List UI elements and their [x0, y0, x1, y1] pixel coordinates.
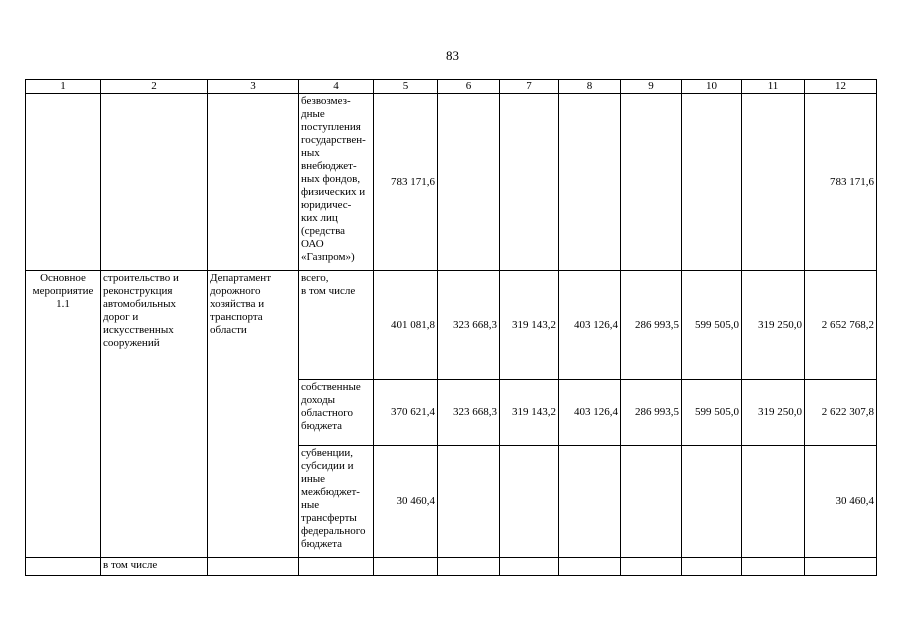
value-cell: 401 081,8 [374, 271, 438, 380]
value-cell: 783 171,6 [374, 94, 438, 271]
column-number: 5 [374, 80, 438, 94]
table-cell [208, 558, 299, 576]
measure-name-cell: строительство и реконструкция автомобильных дорог и искусственных сооружений [101, 271, 208, 558]
column-number-row [26, 80, 877, 94]
table-cell [805, 558, 877, 576]
table-cell [559, 558, 621, 576]
column-number: 11 [742, 80, 805, 94]
table-cell [500, 94, 559, 271]
table-cell [374, 558, 438, 576]
value-cell: 323 668,3 [438, 380, 500, 446]
funding-source-cell: субвенции, субсидии и иные межбюджет- ные трансферты федерального бюджета [299, 446, 374, 558]
total-value-cell: 30 460,4 [805, 446, 877, 558]
funding-source-cell: собственные доходы областного бюджета [299, 380, 374, 446]
value-cell: 319 250,0 [742, 271, 805, 380]
table-row-including [26, 558, 877, 576]
budget-table [25, 79, 877, 576]
table-cell [559, 94, 621, 271]
total-value-cell: 2 652 768,2 [805, 271, 877, 380]
table-cell [438, 446, 500, 558]
value-cell: 323 668,3 [438, 271, 500, 380]
value-cell: 599 505,0 [682, 271, 742, 380]
table-cell [101, 94, 208, 271]
column-number: 8 [559, 80, 621, 94]
table-cell [682, 446, 742, 558]
column-number: 2 [101, 80, 208, 94]
column-number: 10 [682, 80, 742, 94]
value-cell: 286 993,5 [621, 271, 682, 380]
column-number: 1 [26, 80, 101, 94]
table-row-total [26, 271, 877, 380]
value-cell: 403 126,4 [559, 380, 621, 446]
funding-source-cell: всего, в том числе [299, 271, 374, 380]
executor-cell: Департамент дорожного хозяйства и транспорта области [208, 271, 299, 558]
table-cell [438, 558, 500, 576]
table-cell [438, 94, 500, 271]
total-value-cell: 783 171,6 [805, 94, 877, 271]
table-cell [299, 558, 374, 576]
page-number: 83 [446, 48, 459, 63]
total-value-cell: 2 622 307,8 [805, 380, 877, 446]
table-cell [559, 446, 621, 558]
value-cell: 286 993,5 [621, 380, 682, 446]
value-cell: 319 250,0 [742, 380, 805, 446]
table-cell [682, 94, 742, 271]
table-row-gazprom [26, 94, 877, 271]
table-cell [500, 558, 559, 576]
funding-source-cell: безвозмез- дные поступления государствен- ных внебюджет- ных фондов, физических и юридичес- ких лиц (средства ОАО «Газпром») [299, 94, 374, 271]
column-number: 4 [299, 80, 374, 94]
value-cell: 319 143,2 [500, 380, 559, 446]
table-cell [621, 558, 682, 576]
column-number: 6 [438, 80, 500, 94]
column-number: 9 [621, 80, 682, 94]
column-number: 3 [208, 80, 299, 94]
measure-code-cell: Основное мероприятие 1.1 [26, 271, 101, 558]
table-cell [621, 446, 682, 558]
table-cell [742, 446, 805, 558]
table-cell [621, 94, 682, 271]
column-number: 7 [500, 80, 559, 94]
column-number: 12 [805, 80, 877, 94]
table-cell [742, 94, 805, 271]
table-cell [26, 94, 101, 271]
value-cell: 599 505,0 [682, 380, 742, 446]
table-cell [742, 558, 805, 576]
value-cell: 30 460,4 [374, 446, 438, 558]
value-cell: 403 126,4 [559, 271, 621, 380]
table-cell [26, 558, 101, 576]
value-cell: 370 621,4 [374, 380, 438, 446]
table-cell [208, 94, 299, 271]
including-label-cell: в том числе [101, 558, 208, 576]
value-cell: 319 143,2 [500, 271, 559, 380]
table-cell [500, 446, 559, 558]
table-cell [682, 558, 742, 576]
